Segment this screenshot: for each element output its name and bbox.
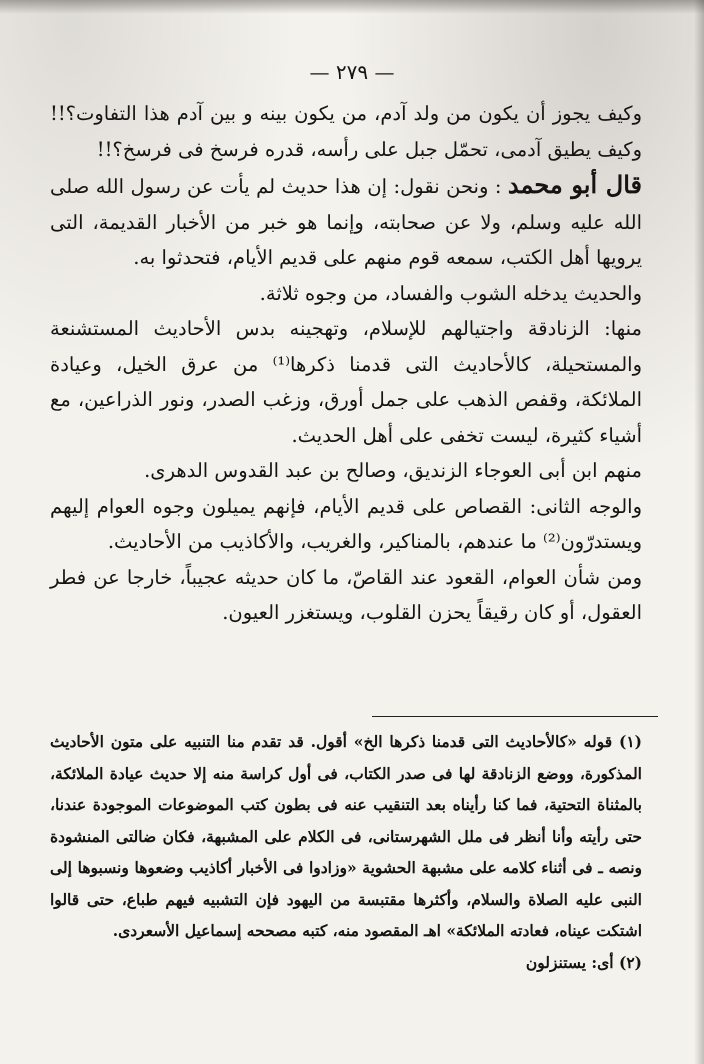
footnote-marker: (٢) bbox=[618, 952, 642, 972]
footnote bbox=[50, 726, 642, 947]
scan-shadow-top bbox=[0, 0, 704, 14]
paragraph: ومن شأن العوام، القعود عند القاصّ، ما كان حديثه عجيباً، خارجا عن فطر العقول، أو كان رقيقاً يحزن القلوب، ويستغزر العيون. bbox=[50, 565, 642, 624]
page-number: — ٢٧٩ — bbox=[309, 60, 395, 84]
paragraph: والوجه الثانى: القصاص على قديم الأيام، فإنهم يميلون وجوه العوام إليهم ويستدرّون⁽²⁾ ما عندهم، بالمناكير، والغريب، والأكاذيب من الأحاديث. bbox=[50, 494, 642, 553]
speaker-heading: قال أبو محمد bbox=[507, 170, 642, 199]
paragraph: منهم ابن أبى العوجاء الزنديق، وصالح بن عبد القدوس الدهرى. bbox=[144, 459, 642, 482]
paragraph-text: : ونحن نقول: إن هذا حديث لم يأت عن رسول الله صلى الله عليه وسلم، ولا عن صحابته، وإنما هو خبر من الأخبار القديمة، التى يرويها أهل الكتب، سمعه قوم منهم على قديم الأيام، فتحدثوا به. bbox=[50, 175, 642, 269]
paragraph bbox=[50, 167, 642, 276]
paragraph: وكيف يجوز أن يكون من ولد آدم، من يكون بينه و بين آدم هذا التفاوت؟!! وكيف يطيق آدمى، تحمّل جبل على رأسه، قدره فرسخ فى فرسخ؟!! bbox=[50, 102, 642, 161]
scan-shadow-right bbox=[694, 0, 704, 1064]
footnote-marker: (١) bbox=[618, 732, 642, 751]
footnote-text: أى: يستنزلون bbox=[525, 952, 614, 972]
footnote-text: قوله «كالأحاديث التى قدمنا ذكرها الخ» أقول. قد تقدم منا التنبيه على متون الأحاديث المذكورة، ووضع الزنادقة لها فى صدر الكتاب، فى أول كراسة منه إلا حديث عيادة الملائكة، بالمثناة التحتية، فما كنا رأيناه بعد التنقيب عنه فى بطون كتب الموضوعات الموجودة عندنا، حتى رأيته وأنا أنظر فى ملل الشهرستانى، فى الكلام على المشبهة، فكان ضالتى المنشودة ونصه ـ فى أثناء كلامه على مشبهة الحشوية «وزادوا فى الأخبار أكاذيب وضعوها ونسبوها إلى النبى عليه الصلاة والسلام، وأكثرها مقتبسة من اليهود فإن التشبيه فيهم طباع، حتى قالوا اشتكت عيناه، فعادته الملائكة» اهـ المقصود منه، كتبه مصححه إسماعيل الأسعردى. bbox=[50, 732, 642, 940]
footnotes bbox=[50, 726, 642, 978]
paragraph: والحديث يدخله الشوب والفساد، من وجوه ثلاثة. bbox=[259, 281, 642, 305]
main-text bbox=[50, 96, 642, 631]
footnote bbox=[50, 947, 642, 979]
footnote-separator bbox=[372, 716, 658, 717]
paragraph: منها: الزنادقة واجتيالهم للإسلام، وتهجينه بدس الأحاديث المستشنعة والمستحيلة، كالأحاديث التى قدمنا ذكرها⁽¹⁾ من عرق الخيل، وعيادة الملائكة، وقفص الذهب على جمل أورق، وزغب الصدر، ونور الذراعين، مع أشياء كثيرة، ليست تخفى على أهل الحديث. bbox=[50, 317, 642, 447]
